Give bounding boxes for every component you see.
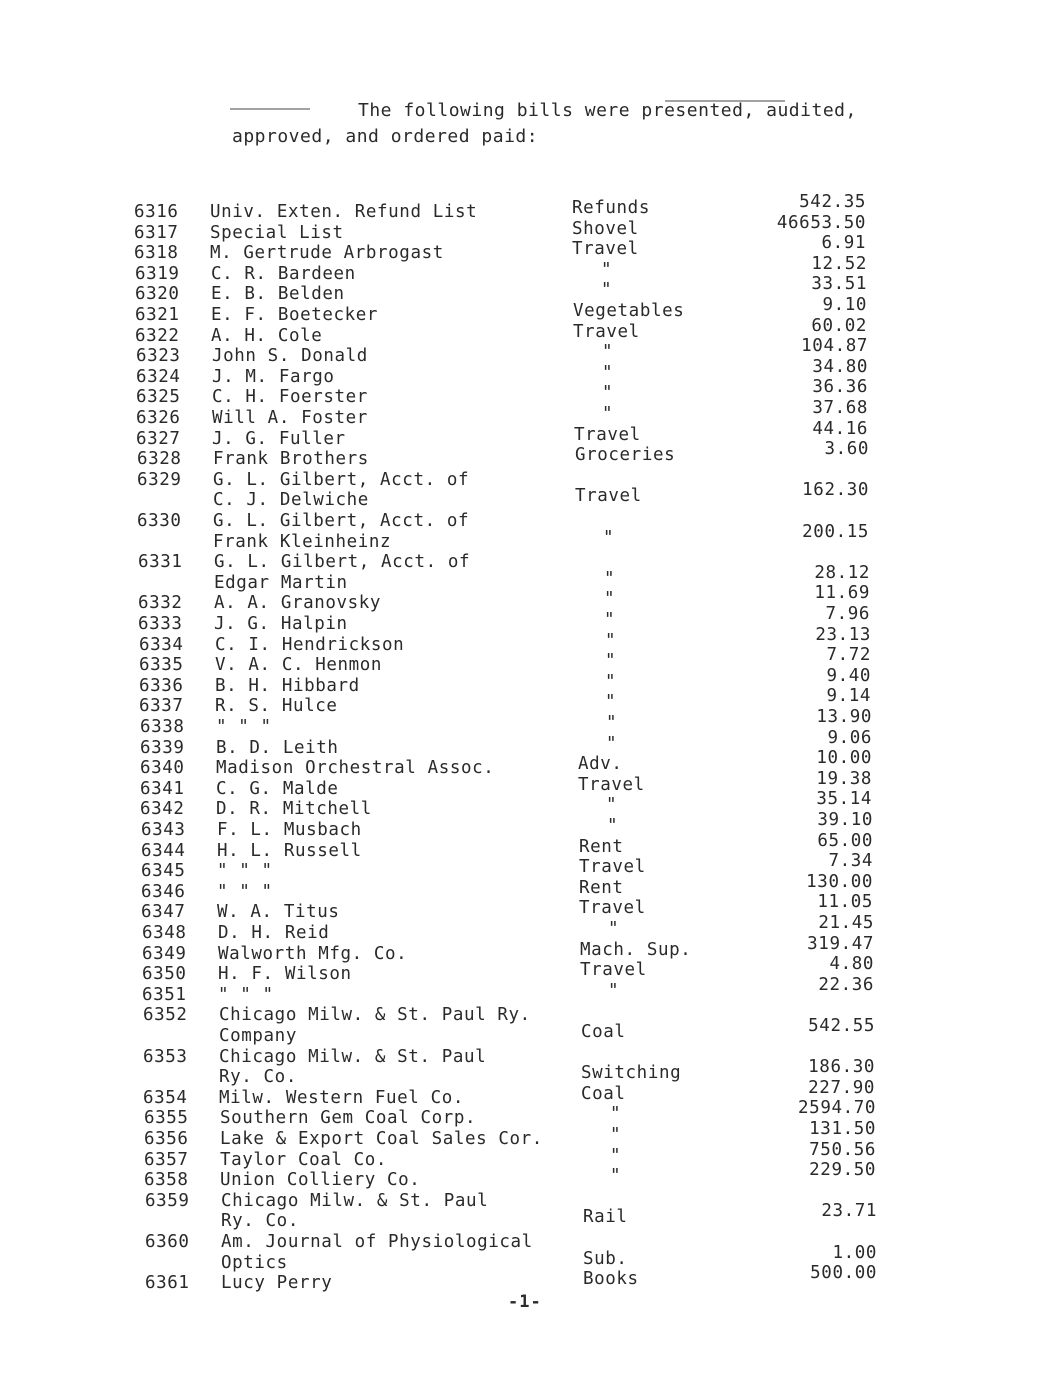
payee-name: Optics	[221, 1252, 288, 1273]
bill-number: 6355	[144, 1108, 189, 1129]
bill-category: "	[608, 919, 620, 939]
bill-number: 6358	[144, 1170, 189, 1191]
bill-category: Travel	[579, 857, 646, 878]
bill-amount: 11.69	[814, 583, 870, 604]
bill-number: 6341	[140, 778, 185, 799]
bill-category: "	[607, 816, 619, 836]
bill-number: 6339	[140, 737, 185, 758]
bill-category: Shovel	[572, 218, 639, 239]
bill-category: Sub.	[583, 1248, 628, 1269]
bill-amount: 542.55	[808, 1016, 875, 1036]
bill-number: 6335	[139, 655, 184, 676]
bill-amount: 39.10	[817, 810, 873, 830]
bill-category: "	[606, 795, 618, 816]
bill-number: 6319	[135, 263, 180, 284]
bill-number: 6331	[138, 552, 183, 573]
payee-name: H. L. Russell	[217, 840, 362, 861]
payee-name: V. A. C. Henmon	[215, 655, 383, 676]
payee-name: Madison Orchestral Assoc.	[216, 758, 495, 779]
payee-name: " " "	[218, 984, 274, 1005]
payee-name: " " "	[217, 881, 273, 902]
payee-name: D. R. Mitchell	[216, 799, 372, 820]
bill-category: Travel	[579, 898, 646, 919]
bill-number: 6325	[136, 387, 181, 408]
payee-name: Will A. Foster	[212, 408, 368, 428]
payee-name: Walworth Mfg. Co.	[218, 943, 408, 964]
payee-name: C. R. Bardeen	[211, 263, 356, 284]
bill-category: "	[603, 527, 615, 548]
payee-name: Special List	[210, 222, 344, 243]
bill-number: 6318	[134, 243, 179, 264]
bill-number: 6349	[142, 943, 187, 964]
bill-number: 6345	[141, 861, 186, 882]
bill-category: "	[604, 610, 616, 630]
bill-amount: 3.60	[824, 439, 869, 460]
payee-name: Union Colliery Co.	[220, 1170, 421, 1191]
payee-name: M. Gertrude Arbrogast	[210, 243, 444, 264]
bill-category: "	[605, 671, 617, 692]
payee-name: J. G. Fuller	[212, 428, 346, 449]
page-number: -1-	[508, 1292, 542, 1312]
payee-name: R. S. Hulce	[215, 696, 338, 717]
bill-amount: 19.38	[816, 768, 872, 789]
payee-name: Southern Gem Coal Corp.	[220, 1108, 477, 1129]
bill-amount: 23.71	[821, 1201, 877, 1222]
bill-number: 6338	[140, 717, 185, 737]
bill-category: "	[605, 651, 617, 672]
bill-number: 6340	[140, 758, 185, 779]
payee-name: Lake & Export Coal Sales Cor.	[220, 1129, 543, 1149]
payee-name: Chicago Milw. & St. Paul	[221, 1190, 489, 1211]
bill-number: 6332	[138, 593, 183, 614]
bill-category: Books	[583, 1269, 639, 1290]
bill-category: "	[608, 980, 620, 1001]
bill-number: 6316	[134, 202, 179, 222]
bill-category: "	[605, 692, 617, 713]
payee-name: B. H. Hibbard	[215, 675, 360, 696]
bill-number: 6354	[143, 1087, 188, 1108]
bill-amount: 34.80	[812, 356, 868, 377]
payee-name: C. I. Hendrickson	[215, 634, 405, 655]
bill-number: 6336	[139, 675, 184, 696]
bill-amount: 227.90	[808, 1077, 875, 1098]
bill-category: "	[605, 630, 617, 651]
bill-amount: 9.40	[826, 665, 871, 686]
bill-amount: 21.45	[818, 913, 874, 933]
bill-amount: 500.00	[810, 1263, 877, 1284]
bill-amount: 12.52	[811, 253, 867, 274]
bill-amount: 104.87	[801, 336, 868, 357]
bill-amount: 35.14	[816, 789, 872, 810]
bill-amount: 130.00	[806, 871, 873, 892]
payee-name: J. M. Fargo	[212, 366, 335, 387]
payee-name: John S. Donald	[212, 346, 368, 367]
bill-category: "	[602, 404, 614, 424]
bill-category: "	[606, 733, 618, 754]
bill-category: Mach. Sup.	[580, 939, 692, 960]
payee-name: Company	[219, 1026, 297, 1046]
bill-amount: 2594.70	[798, 1098, 876, 1119]
bill-category: Rail	[583, 1207, 628, 1228]
payee-name: Chicago Milw. & St. Paul	[219, 1046, 487, 1067]
bill-amount: 33.51	[811, 274, 867, 295]
payee-name: Ry. Co.	[221, 1211, 299, 1232]
payee-name: " " "	[216, 717, 272, 737]
bill-amount: 46653.50	[776, 212, 866, 233]
bill-amount: 36.36	[812, 377, 868, 398]
bill-number: 6343	[141, 820, 186, 840]
payee-name: D. H. Reid	[218, 923, 330, 943]
bill-category: "	[602, 362, 614, 383]
bill-category: Rent	[579, 877, 624, 898]
bill-category: "	[610, 1125, 622, 1145]
bill-category: Travel	[573, 321, 640, 342]
bill-category: Groceries	[575, 445, 676, 466]
bill-category: "	[602, 342, 614, 363]
payee-name: Ry. Co.	[219, 1067, 297, 1088]
bill-category: "	[601, 280, 613, 301]
intro-line-2: approved, and ordered paid:	[232, 126, 539, 147]
bill-number: 6328	[137, 449, 182, 470]
bill-number: 6347	[141, 902, 186, 923]
payee-name: G. L. Gilbert, Acct. of	[213, 511, 470, 531]
bill-number: 6323	[136, 346, 181, 367]
bill-category: "	[606, 713, 618, 733]
bill-number: 6357	[144, 1149, 189, 1170]
bill-category: Travel	[572, 239, 639, 260]
bill-category: Refunds	[572, 198, 650, 218]
payee-name: Milw. Western Fuel Co.	[219, 1087, 464, 1108]
payee-name: G. L. Gilbert, Acct. of	[214, 552, 471, 573]
bill-amount: 7.96	[825, 604, 870, 624]
bill-amount: 750.56	[809, 1139, 876, 1160]
bill-amount: 9.10	[822, 295, 867, 315]
bill-number: 6334	[139, 634, 184, 655]
payee-name: W. A. Titus	[217, 902, 340, 923]
bill-number: 6360	[145, 1232, 190, 1252]
payee-name: C. G. Malde	[216, 778, 339, 799]
bill-category: "	[604, 589, 616, 610]
bill-number: 6324	[136, 366, 181, 387]
intro-line-1: The following bills were presented, audited,	[358, 100, 857, 121]
bill-category: Adv.	[578, 754, 623, 775]
payee-name: E. F. Boetecker	[211, 305, 379, 325]
bill-number: 6326	[136, 408, 181, 428]
payee-name: Frank Brothers	[213, 449, 369, 470]
bill-category: "	[601, 259, 613, 280]
bill-number: 6333	[138, 614, 183, 634]
bill-number: 6350	[142, 964, 187, 985]
payee-name: E. B. Belden	[211, 284, 345, 305]
bill-number: 6321	[135, 305, 180, 325]
bill-amount: 60.02	[811, 315, 867, 336]
bill-category: "	[602, 383, 614, 404]
payee-name: B. D. Leith	[216, 737, 339, 758]
bill-amount: 11.05	[817, 892, 873, 913]
bill-amount: 10.00	[816, 748, 872, 769]
bill-category: "	[610, 1166, 622, 1187]
bill-number: 6342	[140, 799, 185, 820]
payee-name: Univ. Exten. Refund List	[210, 202, 478, 222]
payee-name: Taylor Coal Co.	[220, 1149, 388, 1170]
bill-amount: 319.47	[807, 933, 874, 954]
bill-amount: 65.00	[817, 830, 873, 851]
payee-name: " " "	[217, 861, 273, 882]
bill-number: 6351	[142, 984, 187, 1005]
bill-number: 6359	[145, 1190, 190, 1211]
payee-name: F. L. Musbach	[217, 820, 362, 840]
payee-name: J. G. Halpin	[214, 614, 348, 634]
bill-number: 6344	[141, 840, 186, 861]
bill-category: Coal	[581, 1022, 626, 1042]
payee-name: C. H. Foerster	[212, 387, 368, 408]
bill-amount: 9.06	[827, 727, 872, 748]
bill-category: Rent	[579, 836, 624, 857]
bill-amount: 229.50	[809, 1160, 876, 1181]
bill-number: 6356	[144, 1129, 189, 1149]
bill-amount: 186.30	[808, 1057, 875, 1078]
bill-category: Travel	[574, 424, 641, 445]
bill-category: "	[610, 1104, 622, 1125]
payee-name: C. J. Delwiche	[213, 490, 369, 511]
bill-number: 6346	[141, 881, 186, 902]
payee-name: A. H. Cole	[211, 325, 323, 346]
bill-number: 6327	[136, 428, 181, 449]
bill-category: Switching	[581, 1063, 682, 1084]
bill-amount: 6.91	[821, 233, 866, 254]
bill-category: Travel	[580, 960, 647, 981]
bill-amount: 7.34	[828, 851, 873, 872]
bill-number: 6353	[143, 1046, 188, 1067]
payee-name: Edgar Martin	[214, 572, 348, 593]
bill-amount: 13.90	[816, 707, 872, 727]
bill-number: 6320	[135, 284, 180, 305]
bill-amount: 200.15	[802, 521, 869, 542]
bill-category: "	[604, 568, 616, 589]
bill-number: 6348	[142, 923, 187, 943]
bill-number: 6361	[145, 1273, 190, 1294]
bill-amount: 22.36	[818, 974, 874, 995]
payee-name: G. L. Gilbert, Acct. of	[213, 469, 470, 490]
bill-category: Travel	[575, 486, 642, 507]
bill-amount: 542.35	[799, 192, 866, 212]
bill-number: 6330	[137, 511, 182, 531]
bill-amount: 28.12	[814, 562, 870, 583]
bill-amount: 23.13	[815, 624, 871, 645]
payee-name: A. A. Granovsky	[214, 593, 382, 614]
bill-number: 6317	[134, 222, 179, 243]
bill-category: Travel	[578, 774, 645, 795]
bill-number: 6329	[137, 469, 182, 490]
bill-category: "	[610, 1145, 622, 1166]
bill-amount: 7.72	[826, 645, 871, 666]
bill-amount: 9.14	[826, 686, 871, 707]
bill-amount: 44.16	[812, 418, 868, 439]
bill-number: 6337	[139, 696, 184, 717]
payee-name: H. F. Wilson	[218, 964, 352, 985]
payee-name: Chicago Milw. & St. Paul Ry.	[219, 1005, 531, 1026]
bill-amount: 4.80	[829, 954, 874, 975]
bill-number: 6352	[143, 1005, 188, 1026]
bill-amount: 37.68	[812, 398, 868, 418]
bill-number: 6322	[135, 325, 180, 346]
bill-amount: 131.50	[809, 1119, 876, 1139]
bill-amount: 162.30	[802, 480, 869, 501]
bill-category: Coal	[581, 1083, 626, 1104]
bill-category: Vegetables	[573, 301, 685, 321]
payee-name: Lucy Perry	[221, 1273, 333, 1294]
bill-amount: 1.00	[832, 1242, 877, 1263]
payee-name: Frank Kleinheinz	[213, 531, 392, 552]
payee-name: Am. Journal of Physiological	[221, 1232, 533, 1252]
